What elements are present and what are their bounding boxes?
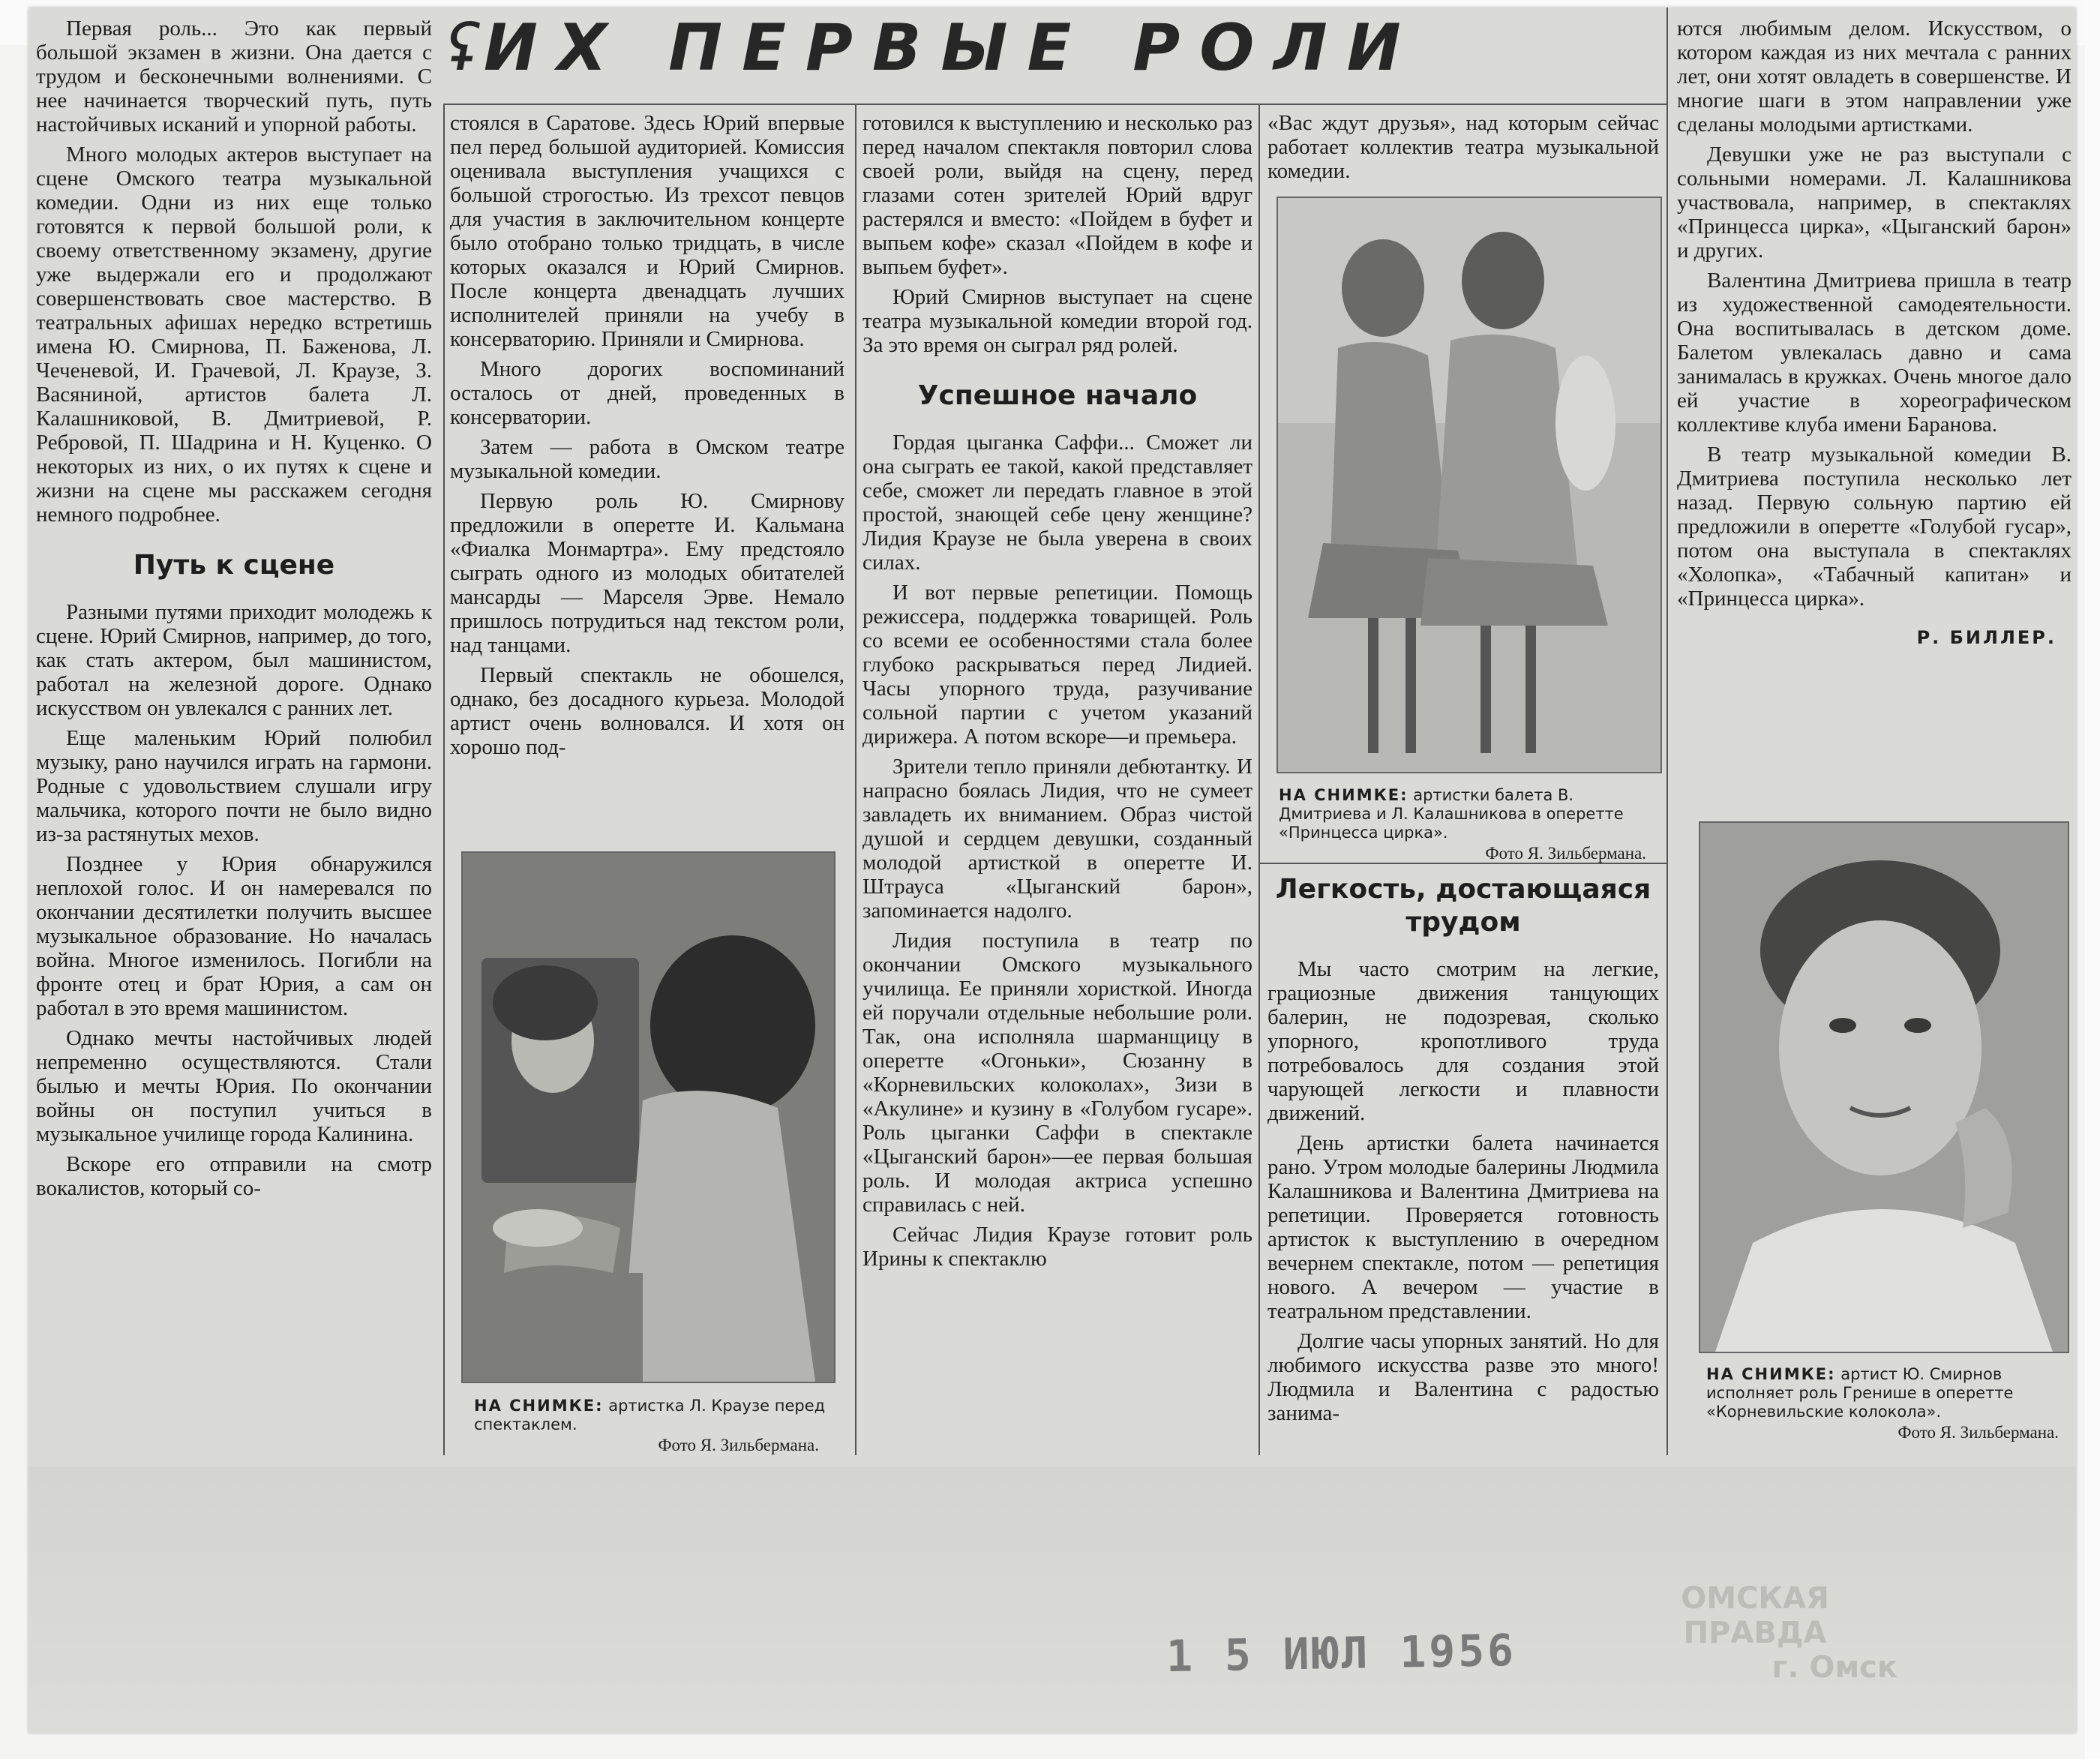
subheading-successful-start: Успешное начало <box>917 380 1198 411</box>
date-stamp: 1 5 ИЮЛ 1956 <box>1166 1624 1517 1682</box>
paragraph: Однако мечты настойчивых людей непременно осуществляются. Стали былью и мечты Юрия. По окончании войны он поступил учиться в музыкальное училище города Калинина. <box>36 1026 432 1146</box>
caption-smirnov <box>1706 1365 2074 1442</box>
caption-text: артистка Л. Краузе перед спектаклем. <box>474 1397 826 1433</box>
paragraph: Много молодых актеров выступает на сцене Омского театра музыкальной комедии. Одни из них еще только готовятся к первой большой роли, к своему ответственному экзамену, другие уже выдержали его и продолжают совершенствовать свое мастерство. В театральных афишах нередко встретишь имена Ю. Смирнова, П. Баженова, Л. Чеченевой, И. Грачевой, Л. Краузе, З. Васяниной, артистов балета Л. Калашниковой, В. Дмитриевой, Р. Ребровой, П. Шадрина и Н. Куценко. О некоторых из них, о их путях к сцене и жизни на сцене мы расскажем сегодня немного подробнее. <box>36 143 432 527</box>
caption-lead: НА СНИМКЕ: <box>1279 786 1408 804</box>
column-rule <box>1258 105 1260 1455</box>
paragraph: готовился к выступлению и несколько раз перед началом спектакля повторил слова своей роли, выйдя на сцену, перед глазами сотен зрителей Юрий вдруг растерялся и вместо: «Пойдем в буфет и выпьем кофе» сказал «Пойдем в кофе и выпьем буфет». <box>862 111 1252 279</box>
paragraph: Вскоре его отправили на смотр вокалистов, который со- <box>36 1152 432 1200</box>
column-2 <box>450 111 844 831</box>
column-5 <box>1677 17 2072 804</box>
paragraph: И вот первые репетиции. Помощь режиссера, поддержка товарищей. Роль со всеми ее особенностями стала более глубоко раскрываться перед Лидией. Часы упорного труда, разучивание сольной партии с учетом указаний дирижера. А потом вскоре—и премьера. <box>862 581 1252 749</box>
paragraph: стоялся в Саратове. Здесь Юрий впервые пел перед большой аудиторией. Комиссия оценивала выступления учащихся с большой строгостью. Из трехсот певцов для участия в заключительном концерте было отобрано только тридцать, в числе которых оказался и Юрий Смирнов. После концерта двенадцать лучших исполнителей приняли на учебу в консерваторию. Приняли и Смирнова. <box>450 111 844 351</box>
caption-text: артист Ю. Смирнов исполняет роль Гренише в оперетте «Корневильские колокола». <box>1706 1365 2014 1421</box>
section-rule <box>1258 863 1666 864</box>
subheading-path-to-stage: Путь к сцене <box>133 550 335 581</box>
paragraph: В театр музыкальной комедии В. Дмитриева поступила несколько лет назад. Первую сольную партию ей предложили в оперетте «Голубой гусар», потом она выступала в спектаклях «Холопка», «Табачный капитан» и «Принцесса цирка». <box>1677 443 2072 611</box>
paragraph: Долгие часы упорных занятий. Но для любимого искусства разве это много! Людмила и Валентина с радостью занима- <box>1268 1329 1659 1425</box>
paragraph: «Вас ждут друзья», над которым сейчас работает коллектив театра музыкальной комедии. <box>1268 111 1659 183</box>
scan-margin <box>2085 0 2100 1759</box>
paragraph: Девушки уже не раз выступали с сольными номерами. Л. Калашникова участвовала, например, в спектаклях «Принцесса цирка», «Цыганский барон» и других. <box>1677 143 2072 263</box>
photo-credit: Фото Я. Зильбермана. <box>1485 844 1646 863</box>
newspaper-stamp-name: ОМСКАЯ ПРАВДА <box>1681 1581 1829 1650</box>
paragraph: Лидия поступила в театр по окончании Омского музыкального училища. Ее приняли хористкой. Иногда ей поручали отдельные небольшие роли. Так, она исполняла шарманщицу в оперетте «Огоньки», Сюзанну в «Корневильских колоколах», Зизи в «Акулине» и кузину в «Голубом гусаре». Роль цыганки Саффи в спектакле «Цыганский барон»—ее первая большая роль. И молодая актриса успешно справилась с ней. <box>862 929 1252 1217</box>
column-3 <box>862 111 1252 1454</box>
headline-text: ИХ ПЕРВЫЕ РОЛИ <box>483 11 1420 86</box>
photo-ballet <box>1276 197 1662 773</box>
caption-lead: НА СНИМКЕ: <box>1706 1365 1836 1383</box>
column-4-top <box>1268 111 1659 186</box>
newspaper-stamp <box>1612 1581 1898 1685</box>
headline-rule <box>443 104 1666 105</box>
photo-smirnov-image <box>1700 823 2068 1352</box>
paragraph: Юрий Смирнов выступает на сцене театра музыкальной комедии второй год. За это время он сыграл ряд ролей. <box>862 285 1252 357</box>
paragraph: Разными путями приходит молодежь к сцене. Юрий Смирнов, например, до того, как стать актером, был машинистом, работал на железной дороге. Однако искусством он увлекался с ранних лет. <box>36 600 432 720</box>
paragraph: Сейчас Лидия Краузе готовит роль Ирины к спектаклю <box>862 1223 1252 1271</box>
paragraph: Первый спектакль не обошелся, однако, без досадного курьеза. Молодой артист очень волновался. И хотя он хорошо под- <box>450 663 844 759</box>
article-headline <box>446 11 1616 86</box>
caption-ballet <box>1279 786 1661 863</box>
author-signature: Р. БИЛЛЕР. <box>1916 627 2056 648</box>
column-1 <box>36 17 432 1457</box>
caption-krauze <box>474 1397 834 1454</box>
paragraph: Первая роль... Это как первый большой экзамен в жизни. Она дается с трудом и бесконечными волнениями. С нее начинается творческий путь, путь настойчивых исканий и упорной работы. <box>36 17 432 137</box>
column-rule <box>443 105 445 1455</box>
paragraph: Еще маленьким Юрий полюбил музыку, рано научился играть на гармони. Родные с удовольствием слушали игру мальчика, которого почти не было видно из-за растянутых мехов. <box>36 726 432 846</box>
paragraph: Мы часто смотрим на легкие, грациозные движения танцующих балерин, не подозревая, сколько упорного, кропотливого труда потребовалось для создания этой чарующей легкости и плавности движений. <box>1268 957 1659 1125</box>
caption-lead: НА СНИМКЕ: <box>474 1397 604 1415</box>
paragraph: Позднее у Юрия обнаружился неплохой голос. И он намеревался по окончании десятилетки получить высшее музыкальное образование. Но началась война. Многое изменилось. Погибли на фронте отец и брат Юрия, а сам он работал в это время машинистом. <box>36 852 432 1020</box>
column-rule <box>855 105 856 1455</box>
subheading-lightness-through-work: Легкость, достающаяся трудом <box>1275 874 1652 938</box>
photo-credit: Фото Я. Зильбермана. <box>658 1436 819 1454</box>
paragraph: Гордая цыганка Саффи... Сможет ли она сыграть ее такой, какой представляет себе, сможет ли передать главное в этой простой, знающей себе цену женщине? Лидия Краузе не была уверена в своих силах. <box>862 431 1252 575</box>
photo-ballet-image <box>1278 198 1660 772</box>
paragraph: Первую роль Ю. Смирнову предложили в оперетте И. Кальмана «Фиалка Монмартра». Ему предстояло сыграть одного из молодых обитателей мансарды — Марселя Эрве. Немало пришлось потрудиться над текстом роли, над танцами. <box>450 489 844 657</box>
paragraph: Затем — работа в Омском театре музыкальной комедии. <box>450 435 844 483</box>
column-rule <box>1666 8 1668 1455</box>
newspaper-stamp-city: г. Омск <box>1772 1650 1898 1685</box>
paragraph: ются любимым делом. Искусством, о котором каждая из них мечтала с ранних лет, они хотят овладеть в совершенстве. И многие шаги в этом направлении уже сделаны молодыми артистками. <box>1677 17 2072 137</box>
photo-krauze-image <box>463 853 834 1382</box>
headline-ornament: ʢ <box>446 11 484 86</box>
column-4-bottom <box>1268 869 1659 1454</box>
photo-krauze <box>461 851 836 1383</box>
photo-credit: Фото Я. Зильбермана. <box>1898 1423 2059 1442</box>
paragraph: Валентина Дмитриева пришла в театр из художественной самодеятельности. Она воспитывалась в детском доме. Балетом увлекалась давно и сама занималась в кружках. Очень многое дало ей участие в хореографическом коллективе клуба имени Баранова. <box>1677 269 2072 437</box>
caption-text: артистки балета В. Дмитриева и Л. Калашникова в оперетте «Принцесса цирка». <box>1279 786 1624 842</box>
photo-smirnov <box>1699 821 2069 1353</box>
paragraph: Много дорогих воспоминаний осталось от дней, проведенных в консерватории. <box>450 357 844 429</box>
paragraph: День артистки балета начинается рано. Утром молодые балерины Людмила Калашникова и Валентина Дмитриева на репетиции. Проверяется готовность артисток к выступлению в очередном вечернем спектакле, потом — репетиция нового. А вечером — участие в театральном представлении. <box>1268 1131 1659 1323</box>
paragraph: Зрители тепло приняли дебютантку. И напрасно боялась Лидия, что не сумеет завладеть их вниманием. Образ чистой душой и сердцем девушки, созданный молодой артисткой в оперетте И. Штрауса «Цыганский барон», запоминается надолго. <box>862 755 1252 923</box>
